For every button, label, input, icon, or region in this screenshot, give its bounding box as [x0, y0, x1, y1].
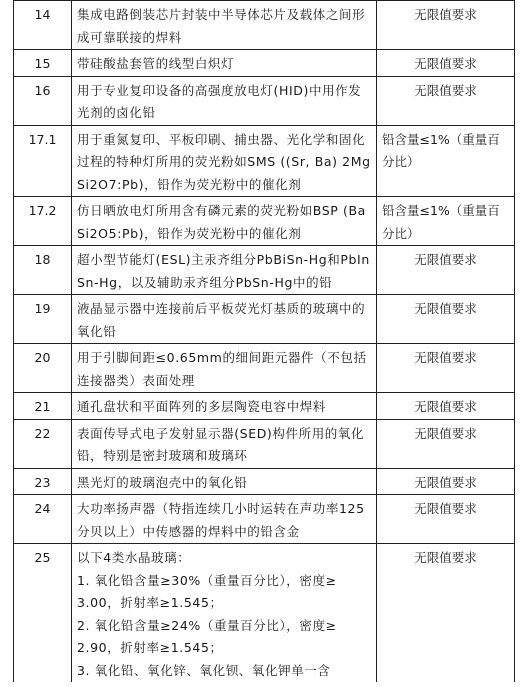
- table-row: [14, 495, 515, 544]
- row-limit: 无限值要求: [377, 295, 515, 344]
- row-description: 大功率扬声器（特指连续几小时运转在声功率125分贝以上）中传感器的焊料中的铅含金: [72, 495, 377, 544]
- row-limit: 无限值要求: [377, 1, 515, 50]
- row-limit: 无限值要求: [377, 76, 515, 125]
- row-limit: 无限值要求: [377, 393, 515, 420]
- crystal-glass-intro: 以下4类水晶玻璃：: [77, 550, 191, 565]
- row-description: 液晶显示器中连接前后平板荧光灯基质的玻璃中的氧化铅: [72, 295, 377, 344]
- crystal-glass-item-1: 1. 氧化铅含量≥30%（重量百分比），密度≥: [77, 572, 337, 588]
- row-description: 用于专业复印设备的高强度放电灯(HID)中用作发光剂的卤化铅: [72, 76, 377, 125]
- table-row: [14, 544, 515, 683]
- row-description: 通孔盘状和平面阵列的多层陶瓷电容中焊料: [72, 393, 377, 420]
- row-description: 集成电路倒装芯片封装中半导体芯片及载体之间形成可靠联接的焊料: [72, 1, 377, 50]
- row-limit: 无限值要求: [377, 468, 515, 495]
- row-limit: 无限值要求: [377, 246, 515, 295]
- table-row: [14, 246, 515, 295]
- table-row: [14, 1, 515, 50]
- row-number: 17.1: [14, 125, 72, 197]
- exemption-table: [13, 0, 515, 682]
- row-description: 超小型节能灯(ESL)主汞齐组分PbBiSn-Hg和PbInSn-Hg，以及辅助汞齐组分PbSn-Hg中的铅: [72, 246, 377, 295]
- row-limit: 铅含量≤1%（重量百分比）: [377, 197, 515, 246]
- row-number: 24: [14, 495, 72, 544]
- row-limit: 铅含量≤1%（重量百分比）: [377, 125, 515, 197]
- row-number: 22: [14, 419, 72, 468]
- row-number: 20: [14, 344, 72, 393]
- row-number: 21: [14, 393, 72, 420]
- row-limit: 无限值要求: [377, 544, 515, 683]
- table-row: [14, 197, 515, 246]
- table-row: [14, 295, 515, 344]
- table-row: [14, 344, 515, 393]
- table-row: [14, 393, 515, 420]
- row-number: 15: [14, 50, 72, 77]
- crystal-glass-item-3: 3. 氧化铅、氧化锌、氧化钡、氧化钾单一含: [77, 662, 331, 678]
- row-limit: 无限值要求: [377, 419, 515, 468]
- row-description: 表面传导式电子发射显示器(SED)构件所用的氧化铅，特别是密封玻璃和玻璃环: [72, 419, 377, 468]
- crystal-glass-item-1-cont: 3.00，折射率≥1.545；: [77, 595, 223, 610]
- row-description: [72, 544, 377, 683]
- row-limit: 无限值要求: [377, 50, 515, 77]
- row-number: 14: [14, 1, 72, 50]
- table-row: [14, 419, 515, 468]
- row-number: 16: [14, 76, 72, 125]
- row-description: 仿日晒放电灯所用含有磷元素的荧光粉如BSP (BaSi2O5:Pb)，铅作为荧光粉中的催化剂: [72, 197, 377, 246]
- crystal-glass-item-2: 2. 氧化铅含量≥24%（重量百分比），密度≥: [77, 617, 337, 633]
- table-row: [14, 125, 515, 197]
- row-number: 19: [14, 295, 72, 344]
- row-limit: 无限值要求: [377, 344, 515, 393]
- row-description: 黑光灯的玻璃泡壳中的氧化铅: [72, 468, 377, 495]
- row-description: 用于引脚间距≤0.65mm的细间距元器件（不包括连接器类）表面处理: [72, 344, 377, 393]
- table-row: [14, 50, 515, 77]
- row-limit: 无限值要求: [377, 495, 515, 544]
- row-number: 17.2: [14, 197, 72, 246]
- row-description: 带硅酸盐套管的线型白炽灯: [72, 50, 377, 77]
- table-row: [14, 76, 515, 125]
- row-description: 用于重氮复印、平板印刷、捕虫器、光化学和固化过程的特种灯所用的荧光粉如SMS ((Sr, Ba) 2MgSi2O7:Pb)，铅作为荧光粉中的催化剂: [72, 125, 377, 197]
- row-number: 18: [14, 246, 72, 295]
- table-row: [14, 468, 515, 495]
- row-number: 23: [14, 468, 72, 495]
- row-number: 25: [14, 544, 72, 683]
- table-body: [14, 1, 515, 683]
- crystal-glass-item-2-cont: 2.90，折射率≥1.545；: [77, 640, 223, 655]
